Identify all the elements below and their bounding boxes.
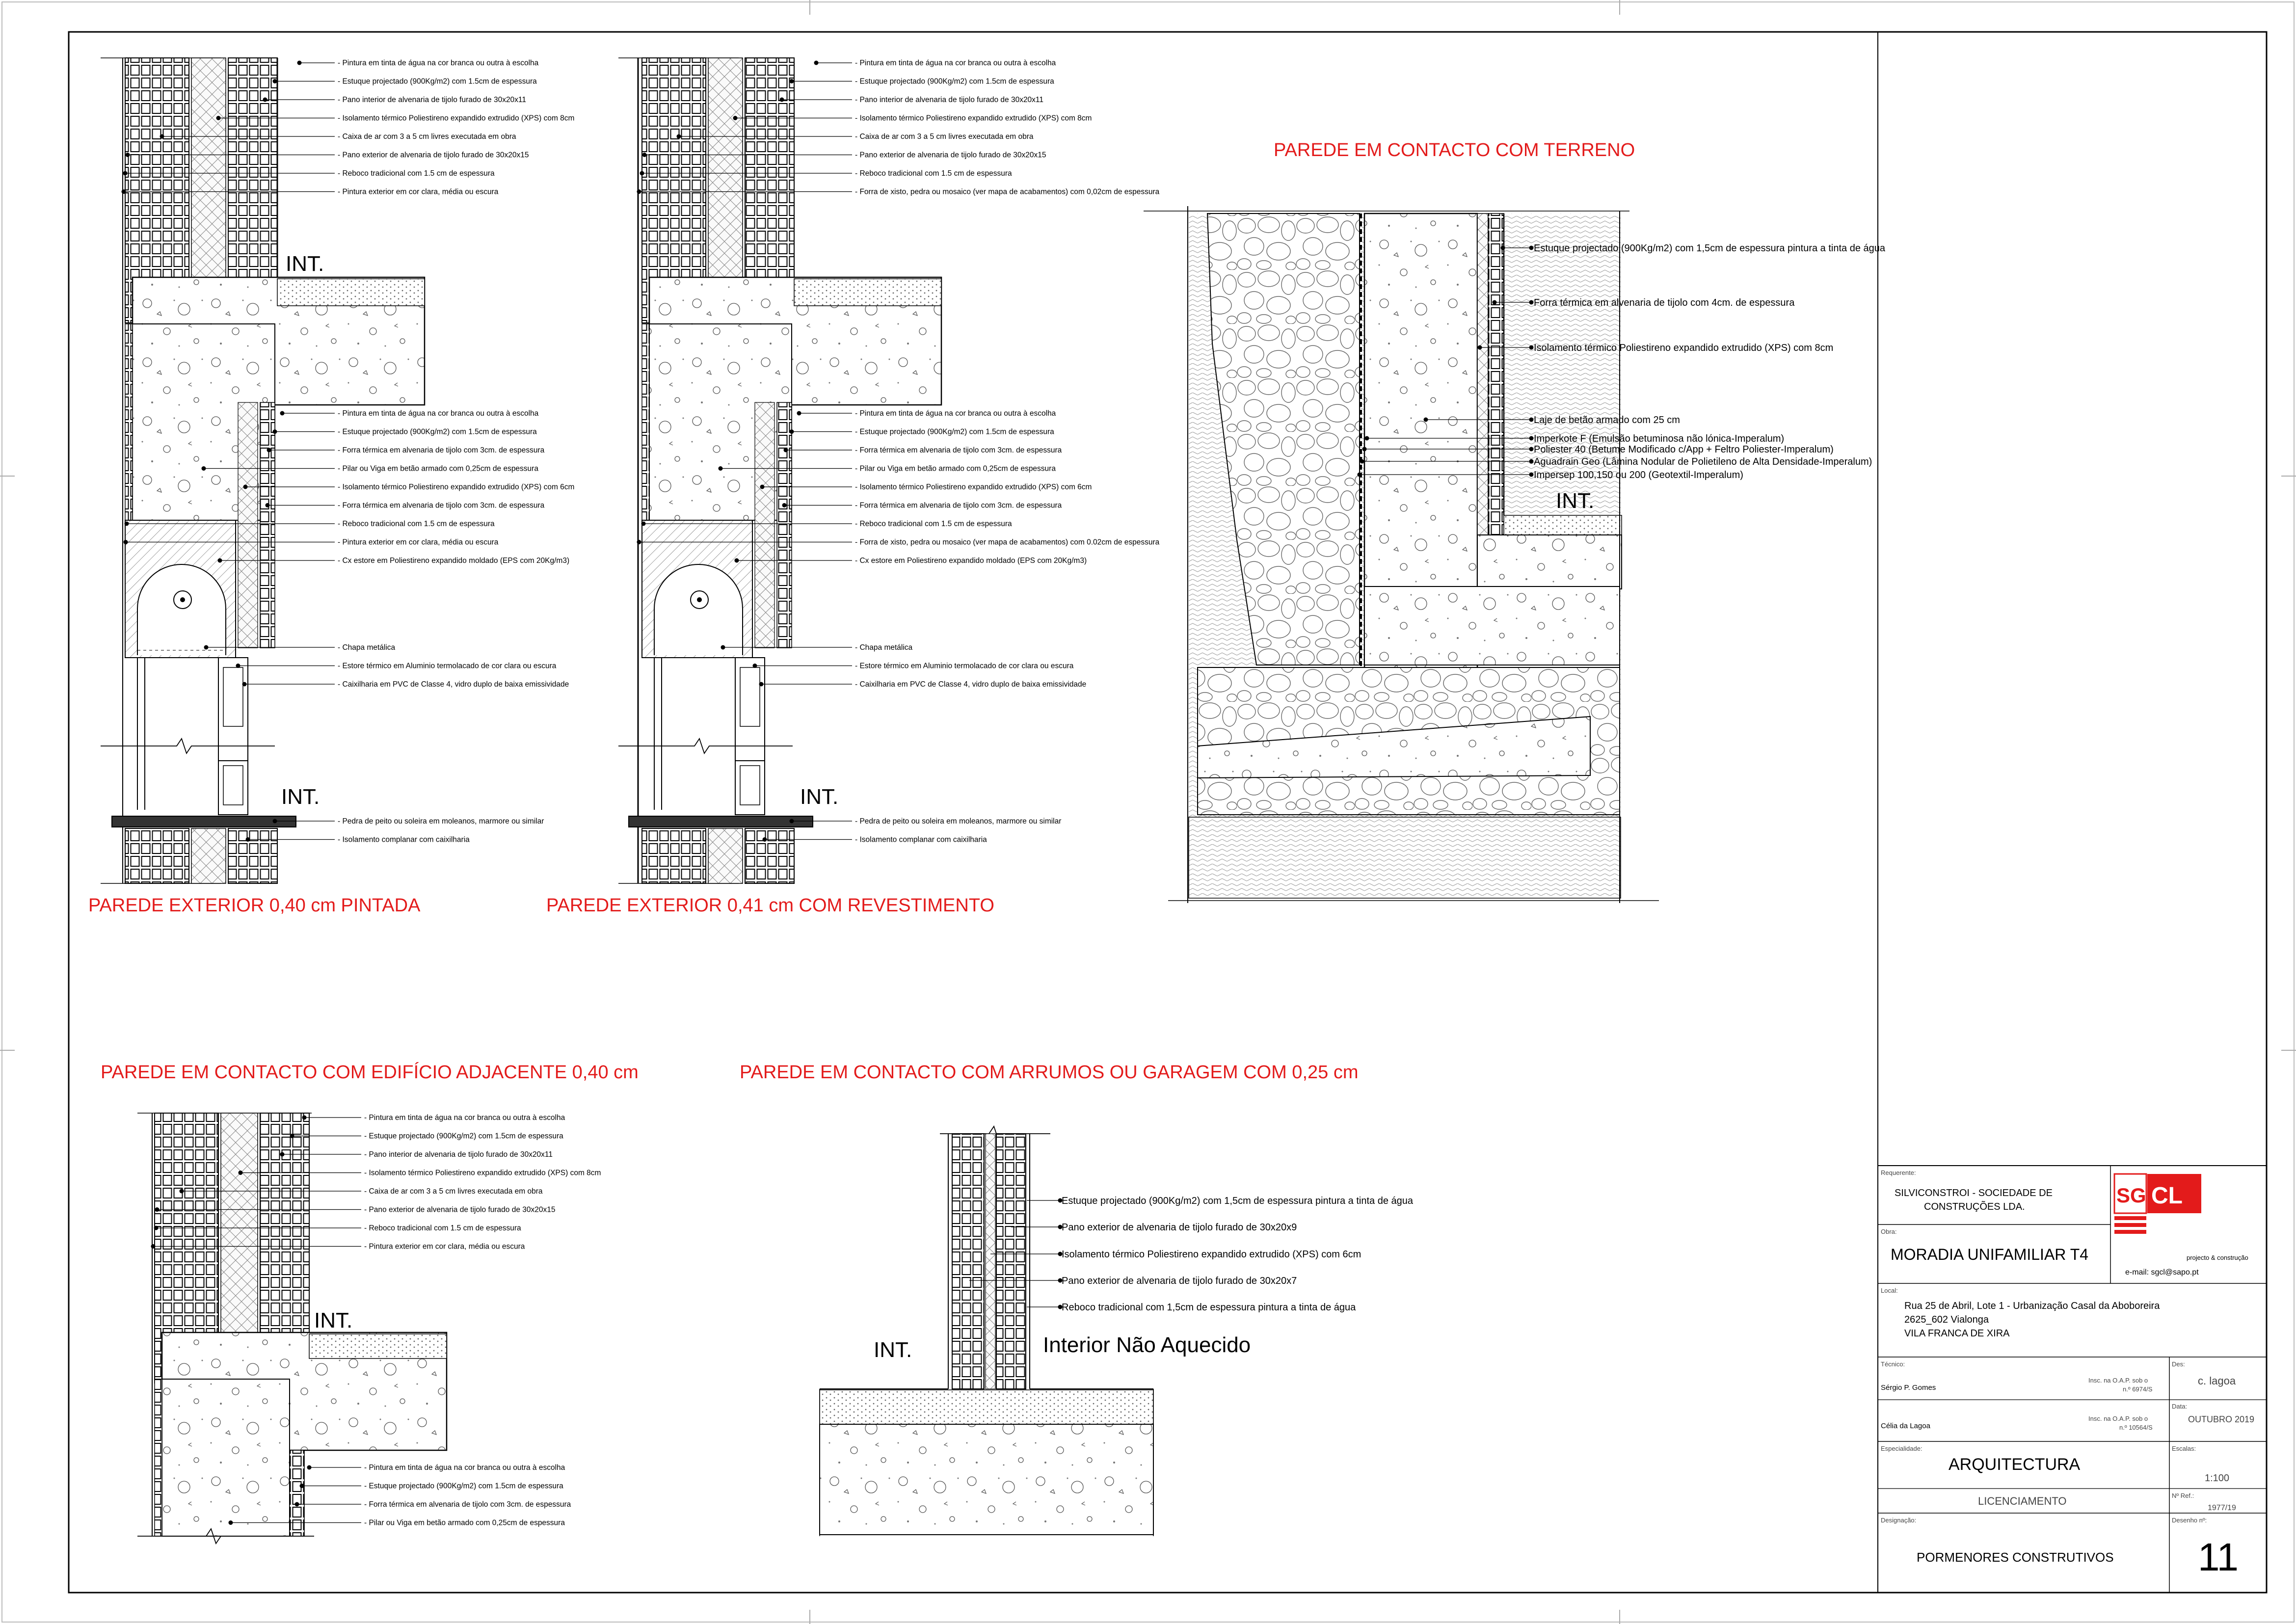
int-label: INT.	[800, 785, 839, 809]
annotation-label: Pano exterior de alvenaria de tijolo furado de 30x20x9	[1062, 1222, 1297, 1233]
leader-dot	[263, 98, 267, 102]
int-label: INT.	[281, 785, 320, 809]
annotation-label: - Reboco tradicional com 1.5 cm de espessura	[855, 520, 1012, 528]
leader-dot	[780, 98, 784, 102]
leader-dot	[637, 540, 641, 544]
leader-dot	[759, 682, 764, 687]
leader-dot	[735, 559, 739, 563]
leader-dot	[721, 645, 725, 650]
leader-dot	[124, 540, 128, 544]
annotation-label: - Pano exterior de alvenaria de tijolo furado de 30x20x15	[338, 151, 529, 160]
leader-dot	[1529, 418, 1534, 422]
leader-dot	[641, 522, 646, 526]
nref-value: 1977/19	[2208, 1504, 2236, 1512]
annotation-label: Reboco tradicional com 1,5cm de espessura pintura a tinta de água	[1062, 1302, 1356, 1313]
leader-dot	[273, 819, 277, 824]
leader-dot	[300, 1484, 304, 1488]
obra-name: MORADIA UNIFAMILIAR T4	[1891, 1246, 2089, 1263]
title-exterior-cladding: PAREDE EXTERIOR 0,41 cm COM REVESTIMENTO	[546, 895, 994, 916]
leader-dot	[218, 559, 222, 563]
annotation-label: Aguadrain Geo (Lâmina Nodular de Polietileno de Alta Densidade-Imperalum)	[1534, 456, 1872, 467]
especialidade-value: ARQUITECTURA	[1949, 1455, 2081, 1474]
requerente-line1: SILVICONSTROI - SOCIEDADE DE	[1895, 1188, 2053, 1198]
annotation-label: - Caixilharia em PVC de Classe 4, vidro duplo de baixa emissividade	[338, 680, 569, 689]
leader-dot	[1478, 346, 1482, 350]
int-label: INT.	[314, 1308, 353, 1332]
leader-dot	[814, 61, 819, 65]
leader-dot	[782, 503, 787, 507]
desenho-number: 11	[2198, 1535, 2239, 1579]
leader-dot	[1529, 300, 1534, 305]
leader-dot	[280, 411, 285, 416]
svg-text:CL: CL	[2151, 1183, 2183, 1209]
leader-dot	[640, 171, 644, 176]
leader-dot	[280, 1152, 285, 1157]
leader-dot	[160, 134, 164, 139]
leader-dot	[1365, 436, 1369, 441]
leader-dot	[1362, 447, 1367, 452]
annotation-label: - Reboco tradicional com 1.5 cm de espessura	[338, 520, 495, 528]
tecnico-label: Técnico:	[1881, 1360, 1905, 1368]
leader-dot	[1529, 436, 1534, 441]
annotation-label: - Forra térmica em alvenaria de tijolo com 3cm. de espessura	[338, 446, 545, 454]
leader-dot	[246, 837, 250, 842]
annotation-label: - Estuque projectado (900Kg/m2) com 1.5cm de espessura	[338, 427, 537, 436]
annotation-label: - Caixa de ar com 3 a 5 cm livres executada em obra	[364, 1187, 543, 1196]
interior-nao-aquecido-label: Interior Não Aquecido	[1043, 1333, 1251, 1357]
tecnico-1-insc2: n.º 6974/S	[2123, 1385, 2153, 1393]
annotation-label: Poliester 40 (Betume Modificado c/App + Feltro Poliester-Imperalum)	[1534, 444, 1834, 455]
leader-dot	[297, 61, 302, 65]
local-line1: Rua 25 de Abril, Lote 1 - Urbanização Casal da Aboboreira	[1904, 1301, 2160, 1311]
annotation-label: Laje de betão armado com 25 cm	[1534, 415, 1680, 426]
annotation-label: - Cx estore em Poliestireno expandido moldado (EPS com 20Kg/m3)	[338, 557, 570, 565]
requerente-line2: CONSTRUÇÕES LDA.	[1924, 1201, 2025, 1212]
annotation-label: - Isolamento térmico Poliestireno expandido extrudido (XPS) com 8cm	[338, 114, 575, 123]
leader-dot	[1360, 459, 1364, 464]
especialidade-label: Especialidade:	[1881, 1445, 1922, 1452]
tecnico-1-insc1: Insc. na O.A.P. sob o	[2088, 1377, 2148, 1384]
annotation-label: - Pano interior de alvenaria de tijolo furado de 30x20x11	[855, 96, 1044, 104]
annotation-label: - Pintura exterior em cor clara, média ou escura	[338, 187, 499, 196]
title-exterior-painted: PAREDE EXTERIOR 0,40 cm PINTADA	[88, 895, 421, 916]
fase-value: LICENCIAMENTO	[1978, 1495, 2067, 1507]
annotation-label: - Chapa metálica	[855, 643, 913, 652]
title-wall-ground: PAREDE EM CONTACTO COM TERRENO	[1274, 140, 1635, 160]
annotation-label: - Isolamento térmico Poliestireno expandido extrudido (XPS) com 6cm	[338, 483, 575, 491]
detail-wall-against-ground	[1144, 206, 1659, 903]
annotation-label: - Estuque projectado (900Kg/m2) com 1.5cm de espessura	[855, 427, 1054, 436]
leader-dot	[790, 79, 794, 83]
annotation-label: Impersep 100,150 ou 200 (Geotextil-Imperalum)	[1534, 470, 1743, 480]
leader-dot	[302, 1116, 307, 1120]
obra-label: Obra:	[1881, 1228, 1897, 1235]
annotation-label: Forra térmica em alvenaria de tijolo com 4cm. de espessura	[1534, 297, 1795, 308]
annotation-label: - Forra térmica em alvenaria de tijolo com 3cm. de espessura	[855, 501, 1062, 510]
leader-dot	[1501, 246, 1505, 250]
title-wall-adjacent: PAREDE EM CONTACTO COM EDIFÍCIO ADJACENTE 0,40 cm	[101, 1062, 639, 1083]
leader-dot	[719, 466, 723, 471]
leader-dot	[154, 1226, 159, 1230]
leader-dot	[1358, 473, 1362, 477]
leader-dot	[204, 645, 209, 650]
leader-dot	[1529, 447, 1534, 452]
leader-dot	[239, 1171, 243, 1175]
leader-dot	[151, 1244, 156, 1249]
local-line2: 2625_602 Vialonga	[1904, 1314, 1989, 1325]
leader-dot	[266, 503, 270, 507]
annotation-label: Estuque projectado (900Kg/m2) com 1,5cm de espessura pintura a tinta de água	[1534, 243, 1885, 254]
leader-dot	[677, 134, 681, 139]
escalas-label: Escalas:	[2172, 1445, 2196, 1452]
leader-dot	[125, 522, 129, 526]
nref-label: Nº Ref.:	[2172, 1492, 2194, 1499]
annotation-label: - Estuque projectado (900Kg/m2) com 1.5cm de espessura	[364, 1482, 563, 1491]
annotation-label: Estuque projectado (900Kg/m2) com 1,5cm de espessura pintura a tinta de água	[1062, 1196, 1413, 1206]
annotation-label: - Pintura em tinta de água na cor branca ou outra à escolha	[338, 409, 539, 418]
leader-dot	[122, 189, 126, 194]
tecnico-1: Sérgio P. Gomes	[1881, 1384, 1936, 1392]
annotation-label: - Pano interior de alvenaria de tijolo furado de 30x20x11	[364, 1150, 553, 1159]
annotation-label: - Estuque projectado (900Kg/m2) com 1.5cm de espessura	[364, 1132, 563, 1141]
leader-dot	[760, 485, 765, 489]
tecnico-2-insc1: Insc. na O.A.P. sob o	[2088, 1415, 2148, 1422]
desenho-label: Desenho nº:	[2172, 1517, 2207, 1524]
annotation-label: - Pintura exterior em cor clara, média ou escura	[338, 538, 499, 547]
annotation-label: - Pilar ou Viga em betão armado com 0,25cm de espessura	[364, 1518, 565, 1527]
leader-dot	[243, 485, 248, 489]
leader-dot	[267, 448, 271, 453]
annotation-label: - Pilar ou Viga em betão armado com 0,25cm de espessura	[338, 464, 538, 473]
data-value: OUTUBRO 2019	[2188, 1414, 2255, 1424]
designacao-label: Designação:	[1881, 1517, 1917, 1524]
leader-dot	[1529, 473, 1534, 477]
annotation-label: - Isolamento complanar com caixilharia	[855, 835, 987, 844]
leader-dot	[242, 682, 247, 687]
annotation-label: - Cx estore em Poliestireno expandido moldado (EPS com 20Kg/m3)	[855, 557, 1087, 565]
tecnico-2: Célia da Lagoa	[1881, 1422, 1930, 1430]
leader-dot	[273, 79, 277, 83]
annotation-label: - Reboco tradicional com 1.5 cm de espessura	[855, 169, 1012, 178]
leader-dot	[784, 448, 788, 453]
leader-dot	[797, 411, 801, 416]
tecnico-2-insc2: n.º 10564/S	[2119, 1424, 2153, 1431]
leader-dot	[1529, 459, 1534, 464]
leader-dot	[763, 837, 767, 842]
leader-dot	[290, 1134, 294, 1138]
annotation-label: - Isolamento térmico Poliestireno expandido extrudido (XPS) com 8cm	[364, 1169, 601, 1177]
int-label: INT.	[286, 252, 324, 276]
leader-dot	[790, 429, 794, 434]
leader-dot	[155, 1207, 160, 1212]
svg-text:SG: SG	[2116, 1184, 2146, 1207]
annotation-label: - Pintura em tinta de água na cor branca ou outra à escolha	[364, 1464, 565, 1472]
local-line3: VILA FRANCA DE XIRA	[1904, 1328, 2010, 1339]
leader-dot	[273, 429, 277, 434]
annotation-label: - Forra térmica em alvenaria de tijolo com 3cm. de espessura	[364, 1500, 571, 1509]
leader-dot	[637, 189, 641, 194]
svg-text:e-mail: sgcl@sapo.pt: e-mail: sgcl@sapo.pt	[2125, 1268, 2199, 1277]
leader-dot	[753, 664, 757, 668]
annotation-label: - Estuque projectado (900Kg/m2) com 1.5cm de espessura	[855, 77, 1054, 86]
leader-dot	[642, 153, 647, 157]
annotation-label: - Isolamento complanar com caixilharia	[338, 835, 470, 844]
annotation-label: - Pintura exterior em cor clara, média ou escura	[364, 1242, 525, 1251]
int-label: INT.	[1556, 489, 1595, 513]
annotation-label: - Reboco tradicional com 1.5 cm de espessura	[364, 1224, 521, 1232]
annotation-label: - Estore térmico em Aluminio termolacado de cor clara ou escura	[338, 662, 557, 670]
leader-dot	[295, 1502, 299, 1507]
annotation-label: - Isolamento térmico Poliestireno expandido extrudido (XPS) com 6cm	[855, 483, 1092, 491]
int-label: INT.	[874, 1338, 912, 1362]
local-label: Local:	[1881, 1287, 1898, 1294]
detail-wall-storage-garage	[820, 1126, 1153, 1536]
annotation-label: - Caixa de ar com 3 a 5 cm livres executada em obra	[338, 133, 516, 141]
leader-dot	[180, 1189, 184, 1194]
annotation-label: - Pilar ou Viga em betão armado com 0,25cm de espessura	[855, 464, 1056, 473]
annotation-label: - Pano exterior de alvenaria de tijolo furado de 30x20x15	[855, 151, 1046, 160]
leader-dot	[236, 664, 240, 668]
annotation-label: - Forra de xisto, pedra ou mosaico (ver mapa de acabamentos) com 0.02cm de espessura	[855, 538, 1160, 547]
leader-dot	[1529, 346, 1534, 350]
leader-dot	[307, 1465, 312, 1470]
annotation-label: - Pintura em tinta de água na cor branca ou outra à escolha	[338, 59, 539, 67]
annotation-label: - Forra térmica em alvenaria de tijolo com 3cm. de espessura	[855, 446, 1062, 454]
annotation-label: - Pedra de peito ou soleira em moleanos, marmore ou similar	[338, 817, 544, 825]
annotation-label: - Pintura em tinta de água na cor branca ou outra à escolha	[364, 1114, 565, 1122]
annotation-label: - Estore térmico em Aluminio termolacado de cor clara ou escura	[855, 662, 1074, 670]
annotation-label: Pano exterior de alvenaria de tijolo furado de 30x20x7	[1062, 1276, 1297, 1286]
leader-dot	[126, 153, 130, 157]
annotation-label: Imperkote F (Emulsão betuminosa não lónica-Imperalum)	[1534, 433, 1785, 444]
annotation-label: - Reboco tradicional com 1.5 cm de espessura	[338, 169, 495, 178]
leader-dot	[202, 466, 206, 471]
annotation-label: - Chapa metálica	[338, 643, 396, 652]
annotation-label: - Pano exterior de alvenaria de tijolo furado de 30x20x15	[364, 1205, 556, 1214]
leader-dot	[123, 171, 128, 176]
leader-dot	[733, 116, 738, 120]
data-label: Data:	[2172, 1403, 2188, 1410]
escala-value: 1:100	[2205, 1473, 2230, 1484]
annotation-label: - Isolamento térmico Poliestireno expandido extrudido (XPS) com 8cm	[855, 114, 1092, 123]
annotation-label: Isolamento térmico Poliestireno expandido extrudido (XPS) com 6cm	[1062, 1249, 1362, 1260]
des-value: c. lagoa	[2198, 1375, 2236, 1387]
annotation-label: Isolamento térmico Poliestireno expandido extrudido (XPS) com 8cm	[1534, 343, 1834, 353]
leader-dot	[1424, 418, 1428, 422]
leader-dot	[1493, 300, 1497, 305]
annotation-label: - Pintura em tinta de água na cor branca ou outra à escolha	[855, 59, 1056, 67]
annotation-label: - Forra térmica em alvenaria de tijolo com 3cm. de espessura	[338, 501, 545, 510]
company-logo	[2114, 1174, 2248, 1277]
des-label: Des:	[2172, 1360, 2185, 1368]
svg-text:projecto & construção: projecto & construção	[2187, 1254, 2248, 1261]
title-wall-garage: PAREDE EM CONTACTO COM ARRUMOS OU GARAGEM COM 0,25 cm	[740, 1062, 1359, 1083]
leader-dot	[1529, 246, 1534, 250]
leader-dot	[216, 116, 221, 120]
designacao-value: PORMENORES CONSTRUTIVOS	[1917, 1550, 2114, 1565]
annotation-label: - Caixa de ar com 3 a 5 cm livres executada em obra	[855, 133, 1034, 141]
annotation-label: - Pano interior de alvenaria de tijolo furado de 30x20x11	[338, 96, 527, 104]
requerente-label: Requerente:	[1881, 1169, 1916, 1176]
annotation-label: - Caixilharia em PVC de Classe 4, vidro duplo de baixa emissividade	[855, 680, 1087, 689]
detail-wall-adjacent-building	[137, 1113, 447, 1544]
annotation-label: - Pedra de peito ou soleira em moleanos, marmore ou similar	[855, 817, 1062, 825]
annotation-label: - Forra de xisto, pedra ou mosaico (ver mapa de acabamentos) com 0,02cm de espessura	[855, 187, 1160, 196]
leader-dot	[790, 819, 794, 824]
annotation-label: - Estuque projectado (900Kg/m2) com 1.5cm de espessura	[338, 77, 537, 86]
leader-dot	[229, 1520, 233, 1525]
annotation-label: - Pintura em tinta de água na cor branca ou outra à escolha	[855, 409, 1056, 418]
